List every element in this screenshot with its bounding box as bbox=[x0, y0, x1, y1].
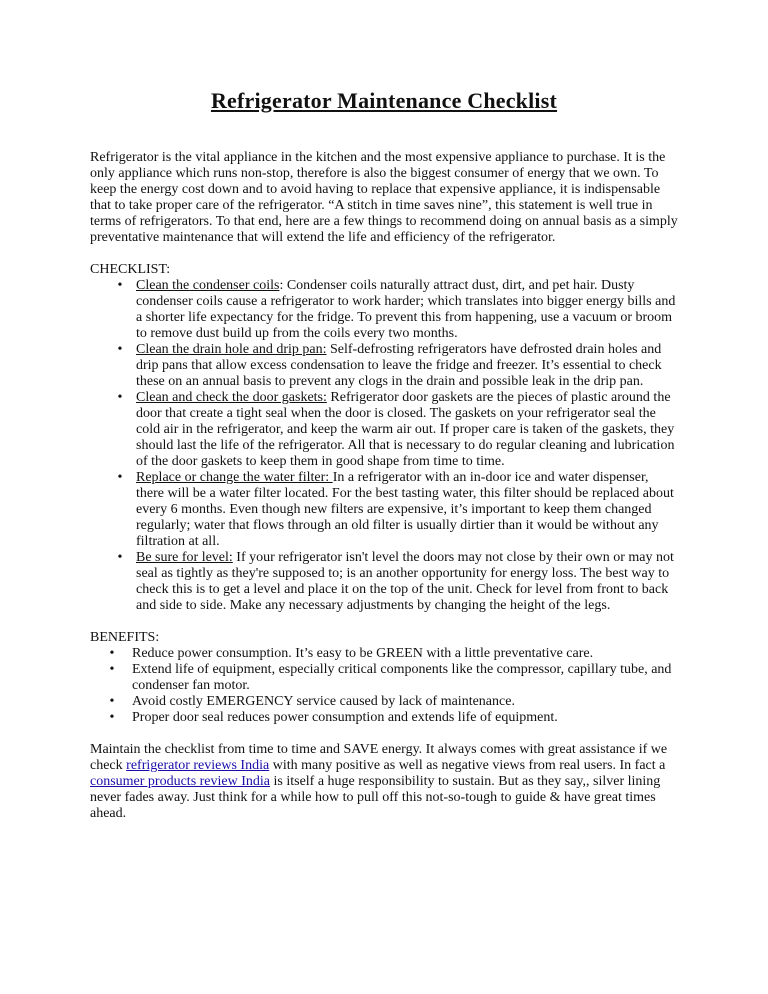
bullet-icon: • bbox=[109, 662, 115, 677]
bullet-icon: • bbox=[117, 550, 123, 565]
closing-text-3: is itself a huge responsibility to sustain. But as they say,, silver lining never fades away. Just think for a while how to pull off this not-so-tough to guide & have great times ahead. bbox=[90, 774, 661, 821]
checklist-list bbox=[90, 278, 680, 614]
checklist-item-heading: Clean the drain hole and drip pan: bbox=[136, 342, 327, 357]
checklist-item bbox=[90, 390, 680, 470]
checklist-item-text: Self-defrosting refrigerators have defrosted drain holes and drip pans that allow excess condensation to leave the fridge and freezer. It’s essential to check these on an annual basis to prevent any clogs in the drain and possible leak in the drip pan. bbox=[136, 342, 662, 389]
page-title: Refrigerator Maintenance Checklist bbox=[210, 88, 558, 113]
consumer-products-review-link[interactable]: consumer products review India bbox=[90, 774, 270, 789]
bullet-icon: • bbox=[117, 390, 123, 405]
checklist-item bbox=[90, 342, 680, 390]
benefit-text: Reduce power consumption. It’s easy to be GREEN with a little preventative care. bbox=[132, 646, 594, 661]
bullet-icon: • bbox=[109, 694, 115, 709]
closing-text-2: with many positive as well as negative views from real users. In fact a bbox=[269, 758, 666, 773]
document-body bbox=[90, 150, 680, 822]
bullet-icon: • bbox=[117, 278, 123, 293]
checklist-item-text: In a refrigerator with an in-door ice and water dispenser, there will be a water filter located. For the best tasting water, this filter should be replaced about every 6 months. Even though new filters are expensive, it’s important to keep them changed regularly; water that flows through an old filter is usually dirtier than it would be without any filtration at all. bbox=[136, 470, 674, 549]
intro-paragraph: Refrigerator is the vital appliance in the kitchen and the most expensive appliance to purchase. It is the only appliance which runs non-stop, therefore is also the biggest consumer of energy that we own. To keep the energy cost down and to avoid having to replace that expensive appliance, it is indispensable that to take proper care of the refrigerator. “A stitch in time saves nine”, this statement is well true in terms of refrigerators. To that end, here are a few things to recommend doing on annual basis as a simply preventative maintenance that will extend the life and efficiency of the refrigerator. bbox=[90, 150, 678, 245]
checklist-item-text: If your refrigerator isn't level the doors may not close by their own or may not seal as tightly as they're supposed to; is an another opportunity for energy loss. The best way to check this is to get a level and place it on the top of the unit. Check for level from front to back and side to side. Make any necessary adjustments by changing the height of the legs. bbox=[136, 550, 674, 613]
checklist-item-heading: Clean and check the door gaskets: bbox=[136, 390, 327, 405]
checklist-item-text: Refrigerator door gaskets are the pieces of plastic around the door that create a tight seal when the door is closed. The gaskets on your refrigerator seal the cold air in the refrigerator, and keep the warm air out. If proper care is taken of the gaskets, they should last the life of the refrigerator. All that is necessary to do regular cleaning and lubrication of the door gaskets to keep them in good shape from time to time. bbox=[136, 390, 675, 469]
benefits-list bbox=[90, 646, 680, 726]
bullet-icon: • bbox=[109, 646, 115, 661]
benefit-text: Avoid costly EMERGENCY service caused by lack of maintenance. bbox=[132, 694, 515, 709]
checklist-item bbox=[90, 550, 680, 614]
bullet-icon: • bbox=[117, 342, 123, 357]
benefit-item bbox=[90, 694, 680, 710]
benefit-item bbox=[90, 662, 680, 694]
refrigerator-reviews-link[interactable]: refrigerator reviews India bbox=[126, 758, 270, 773]
checklist-item bbox=[90, 470, 680, 550]
benefit-item bbox=[90, 646, 680, 662]
closing-paragraph bbox=[90, 742, 680, 822]
checklist-item-text: : Condenser coils naturally attract dust, dirt, and pet hair. Dusty condenser coils cause a refrigerator to work harder; which translates into bigger energy bills and a shorter life expectancy for the fridge. To prevent this from happening, use a vacuum or broom to remove dust build up from the coils every two months. bbox=[136, 278, 676, 341]
bullet-icon: • bbox=[109, 710, 115, 725]
checklist-item-heading: Replace or change the water filter: bbox=[136, 470, 333, 485]
checklist-item-heading: Clean the condenser coils bbox=[136, 278, 280, 293]
checklist-item bbox=[90, 278, 680, 342]
benefit-text: Proper door seal reduces power consumption and extends life of equipment. bbox=[132, 710, 558, 725]
benefit-text: Extend life of equipment, especially critical components like the compressor, capillary tube, and condenser fan motor. bbox=[132, 662, 672, 693]
bullet-icon: • bbox=[117, 470, 123, 485]
checklist-heading: CHECKLIST: bbox=[90, 262, 171, 277]
benefits-heading: BENEFITS: bbox=[90, 630, 160, 645]
checklist-item-heading: Be sure for level: bbox=[136, 550, 233, 565]
closing-text-1: Maintain the checklist from time to time and SAVE energy. It always comes with great assistance if we check bbox=[90, 742, 668, 773]
benefit-item bbox=[90, 710, 680, 726]
